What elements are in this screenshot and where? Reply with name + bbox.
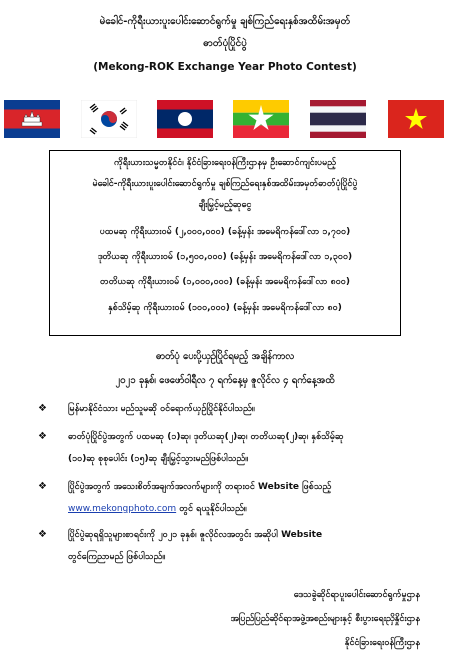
south-korea-flag-icon <box>81 100 137 138</box>
diamond-bullet-icon: ❖ <box>38 431 47 442</box>
list-item: ❖ ဓာတ်ပုံပြိုင်ပွဲအတွက် ပထမဆု (၁)ဆု၊ ဒုတိယဆု(၂)ဆု၊ တတိယဆု(၂)ဆု၊ နှစ်သိမ့်ဆု (၁၀)ဆု စုစုပေါင်း (၁၅)ဆု ချီးမြှင့်သွားမည်ဖြစ်ပါသည်။ <box>38 431 344 464</box>
thailand-flag-icon <box>310 100 366 138</box>
header-title-line-1: မဲခေါင်-ကိုရီးယားပူးပေါင်းဆောင်ရွက်မှု ချစ်ကြည်ရေးနှစ်အထိမ်းအမှတ် <box>99 16 351 27</box>
list-item: ❖ ပြိုင်ပွဲအတွက် အသေးစိတ်အချက်အလက်များကို တရားဝင် Website ဖြစ်သည့် www.mekongphoto.com တွင် ရယူနိုင်ပါသည်။ <box>38 481 332 514</box>
diamond-bullet-icon: ❖ <box>38 403 47 414</box>
prize-intro-line-1: ကိုရီးယားသမ္မတနိုင်ငံ၊ နိုင်ငံခြားရေးဝန်ကြီးဌာနမှ ဦးဆောင်ကျင်းပမည့် <box>114 158 336 168</box>
list-item: ❖ ပြိုင်ပွဲဆုရရှိသူများစာရင်းကို ၂၀၂၁ ခုနှစ်၊ ဇူလိုင်လအတွင်း အဆိုပါ Website တွင်ကြေညာမည် ဖြစ်ပါသည်။ <box>38 529 323 562</box>
cambodia-flag-icon <box>4 100 60 138</box>
prize-second: ဒုတိယဆု ကိုရီးယားဝမ် (၁,၅၀၀,၀၀၀) (ခန့်မှန်း အမေရိကန်ဒေါ်လာ ၁,၃၀၀) <box>97 252 353 262</box>
signature-line-1: ဒေသခွဲဆိုင်ရာပူးပေါင်းဆောင်ရွက်မှုဌာန <box>293 590 420 600</box>
prize-first: ပထမဆု ကိုရီးယားဝမ် (၂,၀၀၀,၀၀၀) (ခန့်မှန်း အမေရိကန်ဒေါ်လာ ၁,၇၀၀) <box>99 227 351 237</box>
flags-row <box>4 100 446 138</box>
prize-intro-line-3: ချီးမြှင့်မည့်ဆုငွေ <box>198 200 252 210</box>
myanmar-flag-icon <box>233 100 289 138</box>
signature-line-2: အပြည်ပြည်ဆိုင်ရာအဖွဲ့အစည်းများနှင့် စီးပွားရေးညှိနှိုင်းဌာန <box>230 614 420 624</box>
prize-box <box>49 150 401 336</box>
prize-consolation: နှစ်သိမ့်ဆု ကိုရီးယားဝမ် (၁၀၀,၀၀၀) (ခန့်မှန်း အမေရိကန်ဒေါ်လာ ၈၀) <box>108 303 342 313</box>
header-english-title: (Mekong-ROK Exchange Year Photo Contest) <box>93 61 357 73</box>
prize-third: တတိယဆု ကိုရီးယားဝမ် (၁,၀၀၀,၀၀၀) (ခန့်မှန်း အမေရိကန်ဒေါ်လာ ၈၀၀) <box>100 277 350 287</box>
diamond-bullet-icon: ❖ <box>38 529 47 540</box>
prize-intro-line-2: မဲခေါင်-ကိုရီးယားပူးပေါင်းဆောင်ရွက်မှု ချစ်ကြည်ရေးနှစ်အထိမ်းအမှတ်ဓာတ်ပုံပြိုင်ပွဲ <box>92 179 358 189</box>
period-title: ဓာတ်ပုံ ပေးပို့ယှဉ်ပြိုင်ရမည့် အချိန်ကာလ <box>155 351 295 362</box>
period-dates: ၂၀၂၁ ခုနှစ်၊ ဖေဖော်ဝါရီလ ၇ ရက်နေ့မှ ဇူလိုင်လ ၄ ရက်နေ့အထိ <box>115 375 335 386</box>
signature-line-3: နိုင်ငံခြားရေးဝန်ကြီးဌာန <box>344 638 420 648</box>
website-link[interactable]: www.mekongphoto.com <box>68 504 177 514</box>
diamond-bullet-icon: ❖ <box>38 481 47 492</box>
laos-flag-icon <box>157 100 213 138</box>
header-title-line-2: ဓာတ်ပုံပြိုင်ပွဲ <box>203 38 247 49</box>
vietnam-flag-icon <box>388 100 444 138</box>
list-item: ❖ မြန်မာနိုင်ငံသား မည်သူမဆို ဝင်ရောက်ယှဉ်ပြိုင်နိုင်ပါသည်။ <box>38 403 255 414</box>
